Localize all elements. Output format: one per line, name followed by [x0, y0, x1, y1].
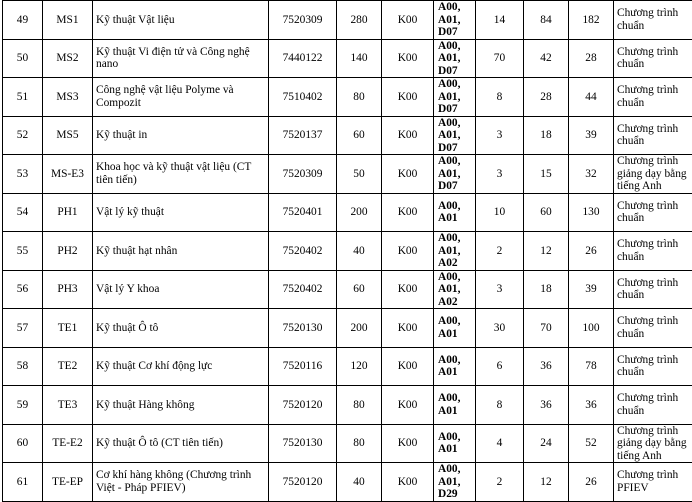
- subject-blocks-cell: A00, A01, A02: [434, 232, 476, 271]
- major-name-cell: Kỹ thuật Ô tô (CT tiên tiến): [93, 424, 269, 463]
- quota-cell: 200: [337, 309, 382, 348]
- count-2-cell: 15: [524, 155, 569, 194]
- k-group-cell: K00: [382, 463, 434, 502]
- major-code-cell: 7520309: [269, 1, 337, 40]
- table-row: [3, 309, 692, 348]
- major-name-cell: Kỹ thuật Hàng không: [93, 386, 269, 425]
- program-type-cell: Chương trình chuẩn: [614, 193, 692, 232]
- table-row: [3, 424, 692, 463]
- k-group-cell: K00: [382, 347, 434, 386]
- k-group-cell: K00: [382, 39, 434, 78]
- k-group-cell: K00: [382, 424, 434, 463]
- major-name-cell: Vật lý kỹ thuật: [93, 193, 269, 232]
- table-row: [3, 386, 692, 425]
- count-2-cell: 42: [524, 39, 569, 78]
- quota-cell: 80: [337, 78, 382, 117]
- program-type-cell: Chương trình chuẩn: [614, 347, 692, 386]
- subject-blocks-cell: A00, A01, D29: [434, 463, 476, 502]
- major-name-cell: Kỹ thuật in: [93, 116, 269, 155]
- major-code-cell: 7520402: [269, 270, 337, 309]
- quota-cell: 200: [337, 193, 382, 232]
- major-code-cell: 7510402: [269, 78, 337, 117]
- program-code-cell: TE3: [43, 386, 93, 425]
- program-type-cell: Chương trình chuẩn: [614, 39, 692, 78]
- k-group-cell: K00: [382, 116, 434, 155]
- row-number-cell: 51: [3, 78, 43, 117]
- quota-cell: 140: [337, 39, 382, 78]
- major-name-cell: Vật lý Y khoa: [93, 270, 269, 309]
- count-3-cell: 130: [569, 193, 614, 232]
- count-2-cell: 18: [524, 116, 569, 155]
- count-1-cell: 3: [476, 116, 524, 155]
- major-name-cell: Kỹ thuật Vật liệu: [93, 1, 269, 40]
- row-number-cell: 54: [3, 193, 43, 232]
- program-code-cell: PH1: [43, 193, 93, 232]
- table-row: [3, 270, 692, 309]
- count-2-cell: 84: [524, 1, 569, 40]
- major-name-cell: Công nghệ vật liệu Polyme và Compozit: [93, 78, 269, 117]
- count-2-cell: 12: [524, 463, 569, 502]
- k-group-cell: K00: [382, 309, 434, 348]
- quota-cell: 60: [337, 270, 382, 309]
- program-type-cell: Chương trình chuẩn: [614, 309, 692, 348]
- quota-cell: 80: [337, 386, 382, 425]
- program-code-cell: TE1: [43, 309, 93, 348]
- program-code-cell: PH2: [43, 232, 93, 271]
- admissions-table: [2, 0, 692, 502]
- row-number-cell: 53: [3, 155, 43, 194]
- quota-cell: 40: [337, 232, 382, 271]
- table-row: [3, 39, 692, 78]
- k-group-cell: K00: [382, 193, 434, 232]
- table-row: [3, 155, 692, 194]
- program-type-cell: Chương trình chuẩn: [614, 78, 692, 117]
- major-code-cell: 7520402: [269, 232, 337, 271]
- count-2-cell: 70: [524, 309, 569, 348]
- program-type-cell: Chương trình chuẩn: [614, 270, 692, 309]
- subject-blocks-cell: A00, A01: [434, 309, 476, 348]
- row-number-cell: 58: [3, 347, 43, 386]
- program-type-cell: Chương trình giảng dạy bằng tiếng Anh: [614, 424, 692, 463]
- count-3-cell: 39: [569, 116, 614, 155]
- count-3-cell: 26: [569, 232, 614, 271]
- count-2-cell: 12: [524, 232, 569, 271]
- count-2-cell: 18: [524, 270, 569, 309]
- k-group-cell: K00: [382, 78, 434, 117]
- count-1-cell: 3: [476, 270, 524, 309]
- table-row: [3, 116, 692, 155]
- major-name-cell: Kỹ thuật Ô tô: [93, 309, 269, 348]
- k-group-cell: K00: [382, 155, 434, 194]
- program-type-cell: Chương trình PFIEV: [614, 463, 692, 502]
- k-group-cell: K00: [382, 1, 434, 40]
- row-number-cell: 50: [3, 39, 43, 78]
- row-number-cell: 55: [3, 232, 43, 271]
- major-code-cell: 7520120: [269, 386, 337, 425]
- quota-cell: 80: [337, 424, 382, 463]
- count-3-cell: 44: [569, 78, 614, 117]
- program-type-cell: Chương trình chuẩn: [614, 232, 692, 271]
- major-code-cell: 7520120: [269, 463, 337, 502]
- count-1-cell: 8: [476, 78, 524, 117]
- table-row: [3, 463, 692, 502]
- count-1-cell: 8: [476, 386, 524, 425]
- row-number-cell: 60: [3, 424, 43, 463]
- table-body: [3, 1, 692, 502]
- row-number-cell: 59: [3, 386, 43, 425]
- k-group-cell: K00: [382, 232, 434, 271]
- major-name-cell: Kỹ thuật Vi điện tử và Công nghệ nano: [93, 39, 269, 78]
- program-code-cell: TE-EP: [43, 463, 93, 502]
- k-group-cell: K00: [382, 270, 434, 309]
- program-type-cell: Chương trình giảng dạy bằng tiếng Anh: [614, 155, 692, 194]
- program-code-cell: PH3: [43, 270, 93, 309]
- count-1-cell: 10: [476, 193, 524, 232]
- count-2-cell: 24: [524, 424, 569, 463]
- program-type-cell: Chương trình chuẩn: [614, 1, 692, 40]
- subject-blocks-cell: A00, A01, D07: [434, 155, 476, 194]
- subject-blocks-cell: A00, A01: [434, 386, 476, 425]
- row-number-cell: 61: [3, 463, 43, 502]
- major-name-cell: Cơ khí hàng không (Chương trình Việt - Pháp PFIEV): [93, 463, 269, 502]
- major-code-cell: 7520130: [269, 424, 337, 463]
- row-number-cell: 49: [3, 1, 43, 40]
- table-row: [3, 193, 692, 232]
- major-code-cell: 7520130: [269, 309, 337, 348]
- major-code-cell: 7440122: [269, 39, 337, 78]
- program-code-cell: MS1: [43, 1, 93, 40]
- program-code-cell: MS2: [43, 39, 93, 78]
- count-2-cell: 60: [524, 193, 569, 232]
- quota-cell: 50: [337, 155, 382, 194]
- quota-cell: 120: [337, 347, 382, 386]
- program-code-cell: MS3: [43, 78, 93, 117]
- subject-blocks-cell: A00, A01, D07: [434, 1, 476, 40]
- table-row: [3, 1, 692, 40]
- subject-blocks-cell: A00, A01, A02: [434, 270, 476, 309]
- count-2-cell: 36: [524, 347, 569, 386]
- count-1-cell: 30: [476, 309, 524, 348]
- row-number-cell: 52: [3, 116, 43, 155]
- row-number-cell: 56: [3, 270, 43, 309]
- subject-blocks-cell: A00, A01: [434, 424, 476, 463]
- k-group-cell: K00: [382, 386, 434, 425]
- count-3-cell: 100: [569, 309, 614, 348]
- count-3-cell: 52: [569, 424, 614, 463]
- count-3-cell: 26: [569, 463, 614, 502]
- count-2-cell: 36: [524, 386, 569, 425]
- count-3-cell: 78: [569, 347, 614, 386]
- table-row: [3, 232, 692, 271]
- subject-blocks-cell: A00, A01, D07: [434, 78, 476, 117]
- program-code-cell: MS-E3: [43, 155, 93, 194]
- quota-cell: 280: [337, 1, 382, 40]
- count-1-cell: 14: [476, 1, 524, 40]
- count-3-cell: 39: [569, 270, 614, 309]
- count-3-cell: 32: [569, 155, 614, 194]
- major-code-cell: 7520137: [269, 116, 337, 155]
- count-1-cell: 2: [476, 463, 524, 502]
- major-name-cell: Kỹ thuật hạt nhân: [93, 232, 269, 271]
- subject-blocks-cell: A00, A01, D07: [434, 116, 476, 155]
- major-code-cell: 7520309: [269, 155, 337, 194]
- major-code-cell: 7520116: [269, 347, 337, 386]
- table-row: [3, 347, 692, 386]
- subject-blocks-cell: A00, A01: [434, 193, 476, 232]
- count-1-cell: 3: [476, 155, 524, 194]
- count-3-cell: 182: [569, 1, 614, 40]
- subject-blocks-cell: A00, A01: [434, 347, 476, 386]
- program-code-cell: TE2: [43, 347, 93, 386]
- program-code-cell: TE-E2: [43, 424, 93, 463]
- row-number-cell: 57: [3, 309, 43, 348]
- count-3-cell: 36: [569, 386, 614, 425]
- major-name-cell: Khoa học và kỹ thuật vật liệu (CT tiên tiến): [93, 155, 269, 194]
- count-1-cell: 70: [476, 39, 524, 78]
- count-1-cell: 2: [476, 232, 524, 271]
- program-code-cell: MS5: [43, 116, 93, 155]
- program-type-cell: Chương trình chuẩn: [614, 116, 692, 155]
- count-1-cell: 4: [476, 424, 524, 463]
- count-2-cell: 28: [524, 78, 569, 117]
- count-1-cell: 6: [476, 347, 524, 386]
- quota-cell: 40: [337, 463, 382, 502]
- major-code-cell: 7520401: [269, 193, 337, 232]
- count-3-cell: 28: [569, 39, 614, 78]
- major-name-cell: Kỹ thuật Cơ khí động lực: [93, 347, 269, 386]
- table-row: [3, 78, 692, 117]
- subject-blocks-cell: A00, A01, D07: [434, 39, 476, 78]
- quota-cell: 60: [337, 116, 382, 155]
- program-type-cell: Chương trình chuẩn: [614, 386, 692, 425]
